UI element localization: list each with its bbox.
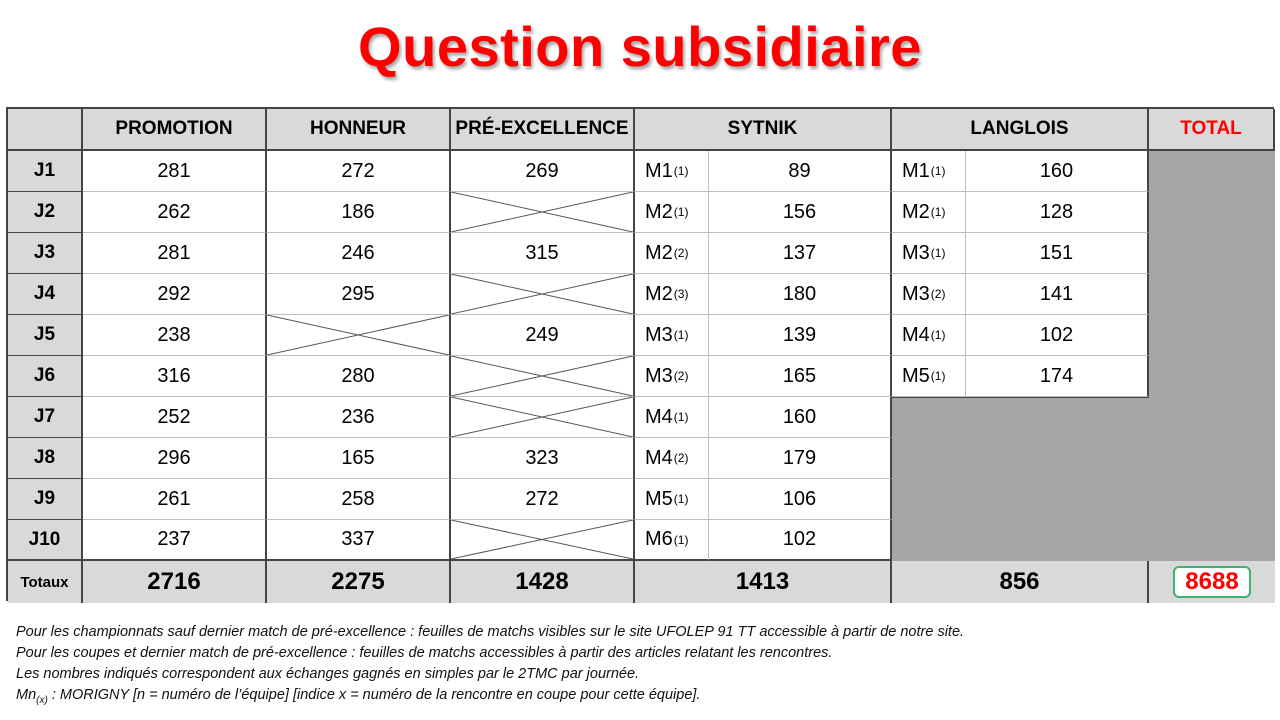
langlois-match-index: (1) xyxy=(930,246,946,260)
langlois-value: 174 xyxy=(966,356,1149,397)
langlois-match-index: (1) xyxy=(930,369,946,383)
header-sytnik: SYTNIK xyxy=(635,109,892,151)
langlois-match-code: M5 xyxy=(902,364,930,387)
sytnik-match-label xyxy=(635,397,709,438)
no-match-cross xyxy=(451,192,633,232)
sytnik-value: 106 xyxy=(709,479,892,520)
honneur-value xyxy=(267,315,451,356)
no-match-cross xyxy=(451,274,633,314)
total-promotion: 2716 xyxy=(83,561,267,603)
langlois-match-code: M3 xyxy=(902,241,930,264)
header-langlois: LANGLOIS xyxy=(892,109,1149,151)
sytnik-match-index: (1) xyxy=(673,164,689,178)
footnote-4-rest: : MORIGNY [n = numéro de l’équipe] [indice x = numéro de la rencontre en coupe pour cette équipe]. xyxy=(47,687,701,703)
sytnik-match-code: M4 xyxy=(645,446,673,469)
sytnik-value: 160 xyxy=(709,397,892,438)
sytnik-match-label xyxy=(635,151,709,192)
sytnik-value: 180 xyxy=(709,274,892,315)
row-label: J5 xyxy=(8,315,83,356)
honneur-value: 280 xyxy=(267,356,451,397)
langlois-value: 141 xyxy=(966,274,1149,315)
sytnik-value: 102 xyxy=(709,520,892,561)
sytnik-match-code: M3 xyxy=(645,364,673,387)
no-match-cross xyxy=(451,397,633,437)
honneur-value: 246 xyxy=(267,233,451,274)
sytnik-value: 179 xyxy=(709,438,892,479)
pre-excellence-value: 315 xyxy=(451,233,635,274)
sytnik-match-label xyxy=(635,274,709,315)
langlois-match-label xyxy=(892,192,966,233)
sytnik-match-index: (2) xyxy=(673,451,689,465)
header-total: TOTAL xyxy=(1149,109,1275,151)
no-match-cross xyxy=(267,315,449,355)
promotion-value: 292 xyxy=(83,274,267,315)
row-label: J4 xyxy=(8,274,83,315)
sytnik-match-code: M6 xyxy=(645,528,673,550)
row-label: J2 xyxy=(8,192,83,233)
promotion-value: 281 xyxy=(83,151,267,192)
footnote-3: Les nombres indiqués correspondent aux échanges gagnés en simples par le 2TMC par journée. xyxy=(16,666,640,682)
total-sytnik: 1413 xyxy=(635,561,892,603)
row-label: J1 xyxy=(8,151,83,192)
footnote-4 xyxy=(16,685,1266,711)
sytnik-match-label xyxy=(635,315,709,356)
sytnik-match-label xyxy=(635,520,709,561)
langlois-match-label xyxy=(892,315,966,356)
honneur-value: 186 xyxy=(267,192,451,233)
sytnik-match-code: M2 xyxy=(645,241,673,264)
promotion-value: 296 xyxy=(83,438,267,479)
langlois-match-code: M2 xyxy=(902,200,930,223)
honneur-value: 258 xyxy=(267,479,451,520)
grand-total-value: 8688 xyxy=(1173,566,1250,598)
honneur-value: 337 xyxy=(267,520,451,561)
sytnik-match-label xyxy=(635,192,709,233)
honneur-value: 272 xyxy=(267,151,451,192)
sytnik-match-index: (1) xyxy=(673,410,689,424)
results-table xyxy=(6,107,1274,601)
header-promotion: PROMOTION xyxy=(83,109,267,151)
header-pre-excellence: PRÉ-EXCELLENCE xyxy=(451,109,635,151)
sytnik-match-code: M1 xyxy=(645,159,673,182)
pre-excellence-value xyxy=(451,397,635,438)
langlois-match-index: (1) xyxy=(930,205,946,219)
promotion-value: 237 xyxy=(83,520,267,561)
sytnik-match-code: M2 xyxy=(645,282,673,305)
footnote-4-sub: (x) xyxy=(36,694,48,706)
langlois-match-label xyxy=(892,274,966,315)
total-langlois: 856 xyxy=(892,561,1149,603)
row-label: J6 xyxy=(8,356,83,397)
pre-excellence-value xyxy=(451,520,635,561)
pre-excellence-value: 249 xyxy=(451,315,635,356)
sytnik-value: 89 xyxy=(709,151,892,192)
total-column-filler xyxy=(1149,151,1275,561)
langlois-value: 160 xyxy=(966,151,1149,192)
sytnik-value: 139 xyxy=(709,315,892,356)
langlois-match-label xyxy=(892,151,966,192)
footnotes xyxy=(16,622,1266,711)
row-label: J10 xyxy=(8,520,83,561)
sytnik-match-label xyxy=(635,356,709,397)
honneur-value: 295 xyxy=(267,274,451,315)
sytnik-match-index: (1) xyxy=(673,328,689,342)
honneur-value: 165 xyxy=(267,438,451,479)
langlois-match-index: (2) xyxy=(930,287,946,301)
sytnik-match-index: (2) xyxy=(673,369,689,383)
sytnik-match-label xyxy=(635,438,709,479)
sytnik-match-code: M4 xyxy=(645,405,673,428)
row-label: J9 xyxy=(8,479,83,520)
promotion-value: 238 xyxy=(83,315,267,356)
sytnik-match-label xyxy=(635,479,709,520)
sytnik-match-index: (2) xyxy=(673,246,689,260)
sytnik-value: 156 xyxy=(709,192,892,233)
langlois-match-label xyxy=(892,356,966,397)
honneur-value: 236 xyxy=(267,397,451,438)
langlois-value: 151 xyxy=(966,233,1149,274)
promotion-value: 316 xyxy=(83,356,267,397)
pre-excellence-value xyxy=(451,274,635,315)
footnote-2: Pour les coupes et dernier match de pré-excellence : feuilles de matchs accessibles à partir des articles relatant les rencontres. xyxy=(16,645,833,661)
promotion-value: 261 xyxy=(83,479,267,520)
sytnik-value: 165 xyxy=(709,356,892,397)
row-label: J3 xyxy=(8,233,83,274)
sytnik-match-label xyxy=(635,233,709,274)
no-match-cross xyxy=(451,520,633,559)
footnote-4-main: Mn xyxy=(16,687,37,703)
pre-excellence-value: 272 xyxy=(451,479,635,520)
header-honneur: HONNEUR xyxy=(267,109,451,151)
sytnik-match-index: (1) xyxy=(673,532,689,547)
promotion-value: 252 xyxy=(83,397,267,438)
row-label: J8 xyxy=(8,438,83,479)
sytnik-match-index: (1) xyxy=(673,205,689,219)
langlois-match-index: (1) xyxy=(930,328,946,342)
promotion-value: 262 xyxy=(83,192,267,233)
pre-excellence-value xyxy=(451,356,635,397)
langlois-match-code: M4 xyxy=(902,323,930,346)
promotion-value: 281 xyxy=(83,233,267,274)
langlois-unused-area xyxy=(892,397,1149,561)
pre-excellence-value: 269 xyxy=(451,151,635,192)
langlois-match-index: (1) xyxy=(930,164,946,178)
total-pre-excellence: 1428 xyxy=(451,561,635,603)
sytnik-match-index: (3) xyxy=(673,287,689,301)
pre-excellence-value xyxy=(451,192,635,233)
sytnik-match-index: (1) xyxy=(673,492,689,506)
header-corner xyxy=(8,109,83,151)
sytnik-match-code: M5 xyxy=(645,487,673,510)
sytnik-match-code: M2 xyxy=(645,200,673,223)
langlois-value: 102 xyxy=(966,315,1149,356)
langlois-value: 128 xyxy=(966,192,1149,233)
total-honneur: 2275 xyxy=(267,561,451,603)
grand-total-cell xyxy=(1149,561,1275,603)
footnote-1: Pour les championnats sauf dernier match de pré-excellence : feuilles de matchs visibles sur le site UFOLEP 91 TT accessible à partir de notre site. xyxy=(16,624,965,640)
sytnik-value: 137 xyxy=(709,233,892,274)
sytnik-match-code: M3 xyxy=(645,323,673,346)
langlois-match-label xyxy=(892,233,966,274)
pre-excellence-value: 323 xyxy=(451,438,635,479)
langlois-match-code: M3 xyxy=(902,282,930,305)
langlois-match-code: M1 xyxy=(902,159,930,182)
row-label: J7 xyxy=(8,397,83,438)
totals-label: Totaux xyxy=(8,561,83,603)
page-title: Question subsidiaire xyxy=(358,15,922,78)
no-match-cross xyxy=(451,356,633,396)
